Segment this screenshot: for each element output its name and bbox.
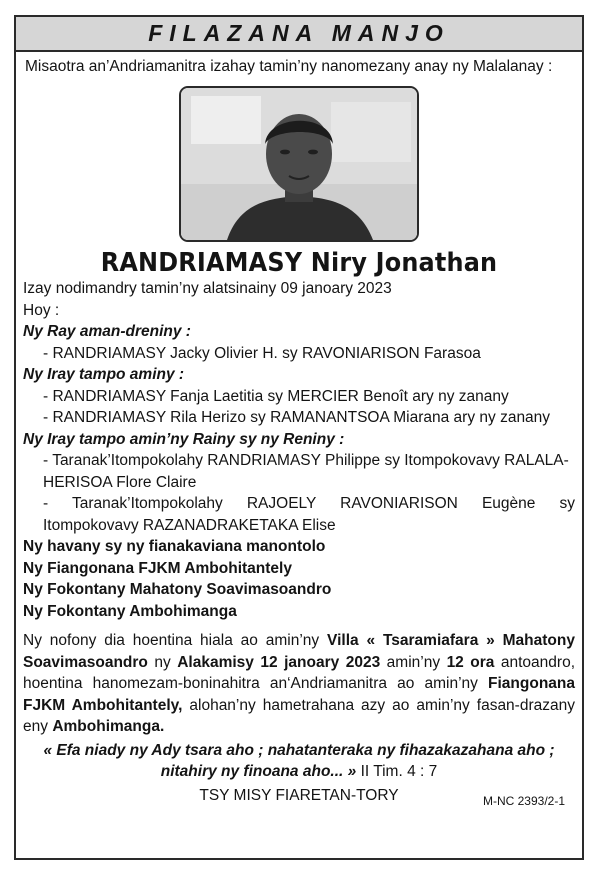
intro-text: Misaotra an’Andriamanitra izahay tamin’ny nanomezany anay ny Malalanay : — [25, 58, 553, 75]
relative-item-continued: HERISOA Flore Claire — [43, 473, 197, 491]
group-heading-relatives: Ny Iray tampo amin’ny Rainy sy ny Reniny : — [23, 430, 345, 448]
group-heading-siblings: Ny Iray tampo aminy : — [23, 366, 185, 383]
funeral-place: Ambohimanga. — [52, 718, 165, 735]
group-heading-parents: Ny Ray aman-dreniny : — [23, 323, 191, 340]
signoff-row — [23, 785, 575, 807]
notice-reference: M-NC 2393/2-1 — [482, 793, 565, 808]
relative-item-continued: Itompokovavy RAZANADRAKETAKA Elise — [43, 516, 336, 534]
death-date-line: Izay nodimandry tamin’ny alatsinainy 09 janoary 2023 — [23, 280, 392, 297]
obituary-notice — [14, 15, 584, 860]
family-line: Ny havany sy ny fianakaviana manontolo — [23, 538, 326, 555]
funeral-paragraph — [23, 630, 575, 738]
quote-line: « Efa niady ny Ady tsara aho ; nahatanteraka ny fihazakazahana aho ; — [43, 741, 555, 759]
portrait-image — [181, 88, 417, 240]
notice-body — [16, 278, 582, 806]
relative-item: - Taranak’Itompokolahy RAJOELY RAVONIARISON Eugène sy — [43, 495, 575, 512]
sibling-item: - RANDRIAMASY Fanja Laetitia sy MERCIER Benoît ary ny zanany — [43, 387, 509, 405]
fokontany-line: Ny Fokontany Mahatony Soavimasoandro — [23, 581, 332, 598]
deceased-name: RANDRIAMASY Niry Jonathan — [100, 248, 498, 278]
header-banner — [16, 17, 582, 52]
funeral-text: ny — [147, 653, 178, 671]
quote-line: nitahiry ny finoana aho... » — [160, 763, 357, 780]
sibling-item: - RANDRIAMASY Rila Herizo sy RAMANANTSOA Miarana ary ny zanany — [43, 409, 551, 426]
relative-item: - Taranak’Itompokolahy RANDRIAMASY Philippe sy Itompokovavy RALALA- — [43, 452, 569, 469]
funeral-text: Ny nofony dia hoentina hiala ao amin’ny — [23, 632, 328, 649]
verse-reference: II Tim. 4 : 7 — [356, 763, 438, 780]
quote-line-last — [23, 761, 575, 783]
funeral-text: antoandro, hoentina hanomezam-boninahitra an‘Andriamanitra ao amin’ny — [23, 653, 575, 692]
signoff-text: TSY MISY FIARETAN-TORY — [199, 786, 399, 804]
funeral-church: Fiangonana FJKM Ambohitantely, — [23, 675, 575, 714]
funeral-time: 12 ora — [446, 653, 495, 671]
hoy-label: Hoy : — [23, 301, 60, 319]
funeral-text: alohan’ny hametrahana azy ao amin’ny fasan-drazany eny — [23, 696, 575, 735]
church-line: Ny Fiangonana FJKM Ambohitantely — [23, 559, 292, 577]
bible-quote — [23, 740, 575, 783]
portrait-photo — [179, 86, 419, 242]
parents-item: - RANDRIAMASY Jacky Olivier H. sy RAVONIARISON Farasoa — [43, 344, 481, 362]
fokontany-line: Ny Fokontany Ambohimanga — [23, 602, 237, 620]
funeral-venue: Villa « Tsaramiafara » Mahatony Soavimasoandro — [23, 632, 575, 671]
funeral-date: Alakamisy 12 janoary 2023 — [177, 653, 381, 671]
funeral-text: amin’ny — [380, 653, 447, 671]
header-title: FILAZANA MANJO — [148, 20, 450, 46]
